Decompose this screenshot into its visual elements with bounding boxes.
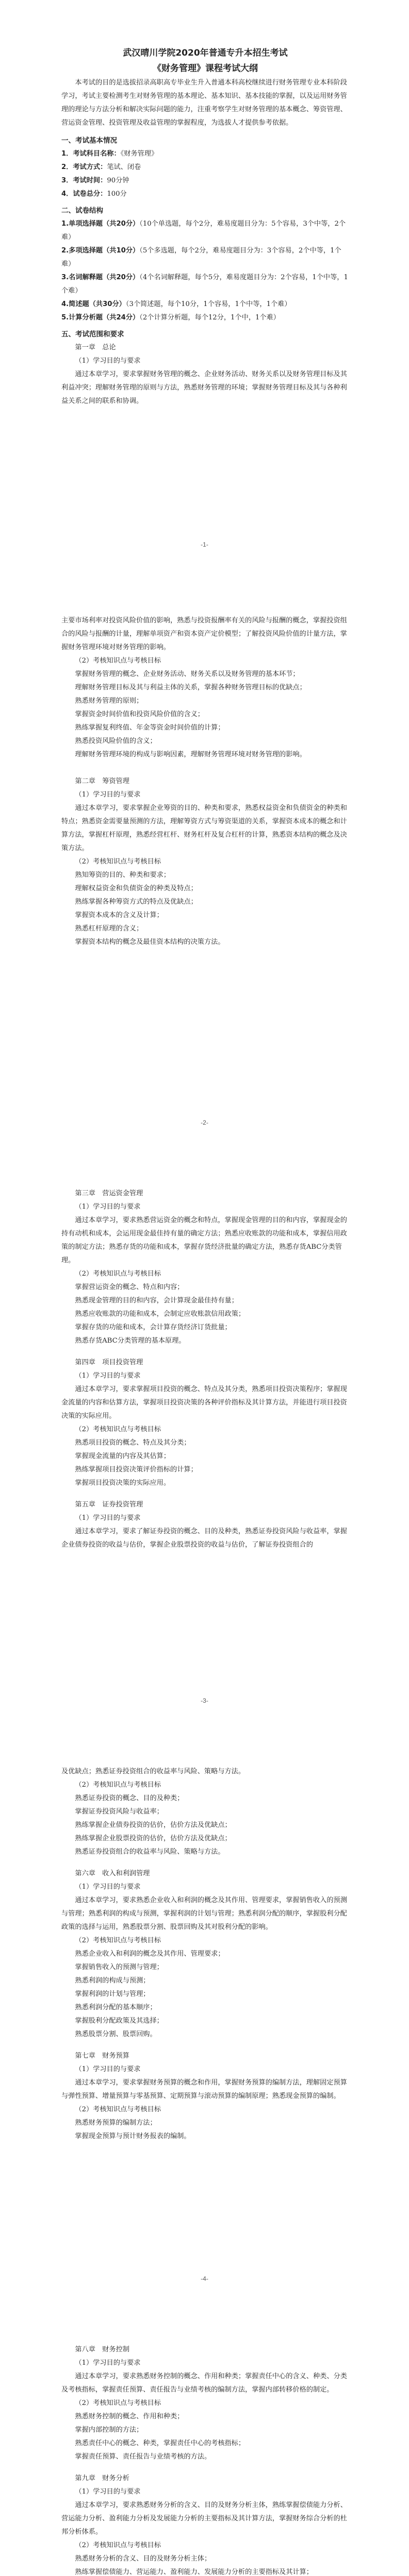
chapter-heading: 第二章 筹资管理 <box>75 777 129 785</box>
point-item: 熟悉利润分配的基本顺序； <box>75 2004 157 2011</box>
chapter-heading: 第五章 证券投资管理 <box>75 1501 143 1509</box>
chapter-req-label: （1）学习目的与要求 <box>75 1203 141 1211</box>
chapter-heading: 第三章 营运资金管理 <box>75 1190 143 1197</box>
basic-item-label: 2．考试方式： <box>61 163 107 171</box>
point-item: 掌握内部控制的方法； <box>75 2426 143 2434</box>
point-item: 熟悉杠杆原理的含义； <box>75 925 143 933</box>
point-item: 熟练掌握偿债能力、营运能力、盈利能力、发展能力分析的主要指标及其计算； <box>75 2568 313 2576</box>
point-item: 熟知筹资的目的、种类和要求； <box>75 871 171 879</box>
point-item: 熟悉财务控制的概念、作用和种类； <box>75 2413 184 2420</box>
chapter-heading: 第七章 财务预算 <box>75 2052 129 2060</box>
point-item: 熟悉利润的构成与预测； <box>75 1977 150 1985</box>
point-item: 熟悉财务管理的原则； <box>75 697 143 705</box>
point-item: 熟悉股票分割、股票回购。 <box>75 2030 157 2038</box>
chapter-req-text: 通过本章学习，要求掌握财务预算的概念和作用，掌握财务预算的编制方法，理解固定预算与弹性预算、增量预算与零基预算、定期预算与滚动预算的编制原理；熟悉现金预算的编制。 <box>61 2079 347 2100</box>
point-item: 熟悉证券投资组合的收益率与风险、策略与方法。 <box>75 1848 225 1856</box>
point-item: 熟悉项目投资的概念、特点及其分类； <box>75 1439 191 1447</box>
point-item: 掌握财务管理的概念、企业财务活动、财务关系以及财务管理的基本环节； <box>75 670 300 678</box>
structure-item <box>61 217 349 244</box>
chapter-req-text: 通过本章学习，要求了解证券投资的概念、目的及种类，熟悉证券投资风险与收益率，掌握企业债券投资的收益与估价，掌握企业股票投资的收益与估价，了解证券投资组合的 <box>61 1528 347 1549</box>
chapter-req-label: （1）学习目的与要求 <box>75 357 141 365</box>
point-item: 掌握资本成本的含义及计算； <box>75 911 163 919</box>
chapter-req-text: 通过本章学习，要求掌握财务管理的概念、企业财务活动、财务关系以及财务管理目标及其利益冲突；理解财务管理的原则与方法，熟悉财务管理的环境；掌握财务管理目标及其与各种利益关系之间的联系和协调。 <box>61 370 347 405</box>
paragraph-continuation: 及优缺点；熟悉证券投资组合的收益率与风险、策略与方法。 <box>61 1768 246 1775</box>
structure-item-label: 2.多项选择题（共10分） <box>61 247 140 255</box>
point-item: 熟练掌握企业股票投资的估价，估价方法及优缺点； <box>75 1835 232 1842</box>
point-item: 熟悉应收账款的功能和成本，会制定应收账款信用政策； <box>75 1310 246 1318</box>
chapter-req-label: （1）学习目的与要求 <box>75 791 141 799</box>
chapter-req-label: （1）学习目的与要求 <box>75 2359 141 2367</box>
structure-item <box>61 298 349 311</box>
structure-item-value: （4个名词解释题，每个5分，难易度题目分为：2个容易，1个中等，1个难） <box>61 274 348 295</box>
basic-item-value: 90分钟 <box>107 177 129 184</box>
point-item: 理解权益资金和负债资金的种类及特点； <box>75 885 198 892</box>
paragraph-continuation: 主要市场利率对投资风险价值的影响，熟悉与投资报酬率有关的风险与报酬的概念，掌握投资组合的风险与报酬的计量，理解单项资产和资本资产定价模型；了解投资风险价值的计量方法，掌握财务管理环境对财务管理的影响。 <box>61 617 347 651</box>
intro-paragraph: 本考试的目的是选拔招录高职高专毕业生升入普通本科高校继续进行财务管理专业本科阶段学习，考试主要检测考生对财务管理的基本理论、基本知识、基本技能的掌握，以及运用财务管理的理论与方法分析和解决实际问题的能力，注重考察学生对财务管理的基本概念、筹资管理、营运资金管理、投资管理及收益管理的掌握程度，为选拔人才提供参考依据。 <box>61 79 347 127</box>
page-2 <box>0 578 409 1156</box>
page-number: -3- <box>201 1697 208 1704</box>
chapter-req-label: （1）学习目的与要求 <box>75 1372 141 1380</box>
chapter-heading: 第一章 总论 <box>75 344 116 351</box>
chapter-req-label: （1）学习目的与要求 <box>75 1514 141 1522</box>
point-item: 掌握项目投资决策的实际应用。 <box>75 1479 171 1487</box>
page-number: -1- <box>201 541 208 548</box>
basic-item-value: 《财务管理》 <box>120 150 158 158</box>
structure-item-value: （3个简述题，每个10分，1个容易，1个中等，1个难） <box>125 300 291 308</box>
basic-item-label: 3．考试时间： <box>61 177 107 184</box>
point-item: 掌握销售收入的预测与管理； <box>75 1963 163 1971</box>
chapter-points-label: （2）考核知识点与考核目标 <box>75 1270 161 1278</box>
chapter-req-label: （1）学习目的与要求 <box>75 1883 141 1891</box>
point-item: 理解财务管理目标及其与利益主体的关系，掌握各种财务管理目标的优缺点； <box>75 684 306 691</box>
doc-title-line1: 武汉晴川学院2020年普通专升本招生考试 <box>123 48 288 58</box>
point-item: 熟悉存货ABC分类管理的基本原理。 <box>75 1337 186 1345</box>
sec2-heading: 二、试卷结构 <box>61 207 103 215</box>
point-item: 熟练掌握复利终值、年金等资金时间价值的计算； <box>75 724 225 732</box>
point-item: 熟练掌握企业债券投资的估价，估价方法及优缺点； <box>75 1821 232 1829</box>
structure-item <box>61 311 349 325</box>
structure-item-label: 1.单项选择题（共20分） <box>61 220 140 228</box>
structure-item <box>61 271 349 298</box>
page-4 <box>0 1734 409 2312</box>
chapter-points-label: （2）考核知识点与考核目标 <box>75 2106 161 2113</box>
chapter-req-text: 通过本章学习，要求掌握项目投资的概念、特点及其分类，熟悉项目投资决策程序；掌握现金流量的内容和估算方法，掌握项目投资决策的各种评价指标及其计算方法，并能进行项目投资决策的实际应用。 <box>61 1385 347 1420</box>
point-item: 熟悉证券投资的概念、目的及种类； <box>75 1794 184 1802</box>
chapter-heading: 第八章 财务控制 <box>75 2346 129 2353</box>
doc-title-line2: 《财务管理》课程考试大纲 <box>153 63 258 74</box>
chapter-heading: 第四章 项目投资管理 <box>75 1359 143 1366</box>
point-item: 掌握营运资金的概念、特点和内容； <box>75 1283 184 1291</box>
point-item: 掌握股利分配政策及其选择； <box>75 2017 163 2025</box>
structure-item-value: （5个多选题，每个2分，难易度题目分为：3个容易，2个中等，1个难） <box>61 247 341 268</box>
point-item: 掌握资金时间价值和投资风险价值的含义； <box>75 710 204 718</box>
structure-item-label: 4.简述题（共30分） <box>61 300 126 308</box>
chapter-points-label: （2）考核知识点与考核目标 <box>75 1937 161 1944</box>
chapter-points-label: （2）考核知识点与考核目标 <box>75 2541 161 2549</box>
structure-item-value: （10个单选题，每个2分，难易度题目分为：5个容易，3个中等，2个难） <box>61 220 346 241</box>
page-1 <box>0 0 409 578</box>
page-3 <box>0 1156 409 1734</box>
basic-item <box>61 161 349 174</box>
chapter-req-label: （1）学习目的与要求 <box>75 2488 141 2496</box>
structure-item-value: （2个计算分析题，每个12分，1个中，1个难） <box>139 314 280 321</box>
point-item: 掌握现金预算与预计财务报表的编制。 <box>75 2132 191 2140</box>
point-item: 熟悉责任中心的概念、种类，掌握责任中心的考核指标； <box>75 2439 246 2447</box>
structure-item-label: 3.名词解释题（共20分） <box>61 274 140 281</box>
basic-item-value: 100分 <box>107 190 127 198</box>
point-item: 熟悉现金管理的目的和内容，会计算现金最佳持有量； <box>75 1297 238 1304</box>
chapter-req-text: 通过本章学习，要求熟悉财务分析的含义、目的及财务分析主体，熟练掌握偿债能力分析、营运能力分析、盈利能力分析及发展能力分析的主要指标及其计算方法，掌握财务综合分析的杜邦分析体系。 <box>61 2501 347 2536</box>
chapter-points-label: （2）考核知识点与考核目标 <box>75 2399 161 2407</box>
chapter-req-text: 通过本章学习，要求掌握企业筹资的目的、种类和要求，熟悉权益资金和负债资金的种类和特点；熟悉资金需要量预测的方法，理解筹资方式与筹资渠道的关系，掌握资本成本的概念和计算方法，掌握杠杆原理，熟悉经营杠杆、财务杠杆及复合杠杆的计算，熟悉资本结构的概念及决策方法。 <box>61 804 347 852</box>
chapter-heading: 第九章 财务分析 <box>75 2475 129 2482</box>
sec5-heading: 五、考试范围和要求 <box>61 330 124 338</box>
page-number: -4- <box>201 2275 208 2282</box>
basic-item-label: 1．考试科目名称： <box>61 150 121 158</box>
structure-item-label: 5.计算分析题（共24分） <box>61 314 140 321</box>
point-item: 掌握存货的功能和成本，会计算存货经济订货批量； <box>75 1324 232 1331</box>
chapter-heading: 第六章 收入和利润管理 <box>75 1870 150 1877</box>
point-item: 掌握责任预算、责任报告与业绩考核的方法。 <box>75 2453 211 2461</box>
basic-item-label: 4．试卷总分： <box>61 190 107 198</box>
structure-item <box>61 244 349 271</box>
point-item: 理解财务管理环境的构成与影响因素，理解财务管理环境对财务管理的影响。 <box>75 751 306 758</box>
page-5 <box>0 2312 409 2576</box>
chapter-points-label: （2）考核知识点与考核目标 <box>75 858 161 866</box>
chapter-req-label: （1）学习目的与要求 <box>75 2065 141 2073</box>
point-item: 掌握资本结构的概念及最佳资本结构的决策方法。 <box>75 938 225 946</box>
chapter-req-text: 通过本章学习，要求熟悉企业收入和利润的概念及其作用、管理要求，掌握销售收入的预测与管理；熟悉利润的构成与预测，掌握利润的计划与管理；熟悉利润分配的顺序，掌握股利分配政策的选择与运用，熟悉股票分割、股票回购及其对股利分配的影响。 <box>61 1896 347 1931</box>
chapter-req-text: 通过本章学习，要求熟悉营运资金的概念和特点，掌握现金管理的目的和内容，掌握现金的持有动机和成本，会运用现金最佳持有量的确定方法；熟悉应收账款的功能和成本，掌握信用政策的制定方法；熟悉存货的功能和成本，掌握存货经济批量的确定方法，熟悉存货ABC分类管理。 <box>61 1216 347 1264</box>
basic-item <box>61 174 349 188</box>
point-item: 掌握现金流量的内容及其估算； <box>75 1452 171 1460</box>
point-item: 熟悉财务分析的含义、目的及财务分析主体； <box>75 2555 211 2563</box>
point-item: 熟练掌握项目投资决策评价指标的计算； <box>75 1466 198 1473</box>
basic-item <box>61 188 349 201</box>
chapter-points-label: （2）考核知识点与考核目标 <box>75 1781 161 1789</box>
point-item: 熟悉财务预算的编制方法； <box>75 2119 157 2127</box>
page-number: -2- <box>201 1119 208 1126</box>
chapter-points-label: （2）考核知识点与考核目标 <box>75 1426 161 1433</box>
basic-item <box>61 147 349 161</box>
point-item: 掌握利润的计划与管理； <box>75 1990 150 1998</box>
point-item: 掌握证券投资风险与收益率； <box>75 1808 163 1816</box>
chapter-points-label: （2）考核知识点与考核目标 <box>75 657 161 665</box>
point-item: 熟悉投资风险价值的含义； <box>75 737 157 745</box>
point-item: 熟练掌握各种筹资方式的特点及优缺点； <box>75 898 198 906</box>
sec1-heading: 一、考试基本情况 <box>61 137 117 145</box>
point-item: 熟悉企业收入和利润的概念及其作用、管理要求； <box>75 1950 225 1958</box>
chapter-req-text: 通过本章学习，要求熟悉财务控制的概念、作用和种类；掌握责任中心的含义、种类、分类及考核指标，掌握责任预算、责任报告与业绩考核的编制方法，掌握内部转移价格的制定。 <box>61 2372 347 2394</box>
basic-item-value: 笔试、闭卷 <box>107 163 141 171</box>
